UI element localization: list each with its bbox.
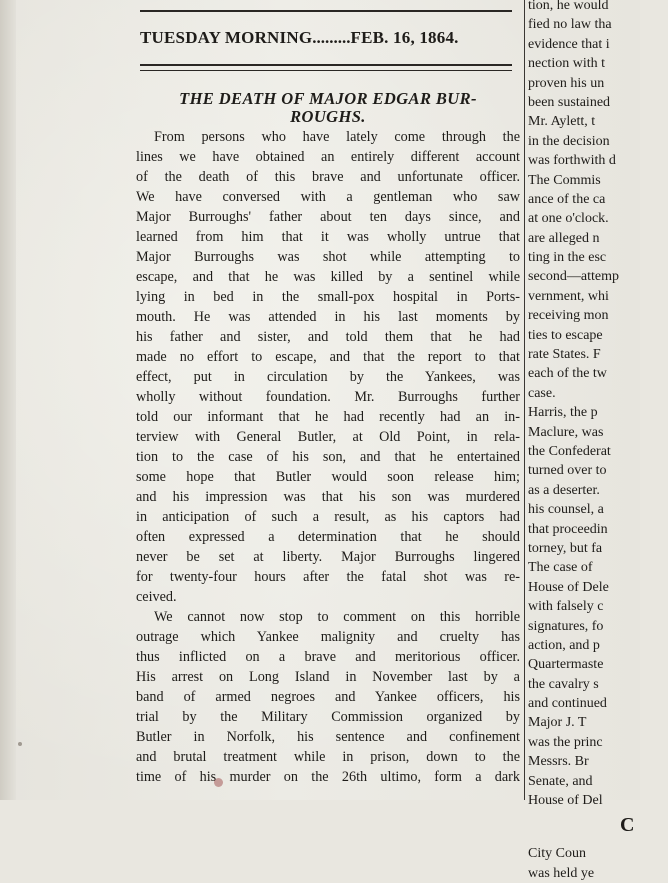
fragment-line: Mr. Aylett, t [528,114,596,130]
fragment-line: House of Del [528,793,603,809]
article-line: effect, put in circulation by the Yankees, was [136,369,520,385]
fragment-line: nection with t [528,56,605,72]
fragment-line: House of Dele [528,579,609,595]
article-line: escape, and that he was killed by a sentinel while [136,269,520,285]
article-line: band of armed negroes and Yankee officers, his [136,689,520,705]
article-line: We cannot now stop to comment on this horrible [154,609,520,625]
article-line: tion to the case of his son, and that he entertained [136,449,520,465]
fragment-line: the Confederat [528,443,611,459]
dateline-date: FEB. 16, 1864. [350,28,459,47]
article-line: learned from him that it was wholly untrue that [136,229,520,245]
dateline-day: TUESDAY MORNING [140,28,313,47]
article-line: mouth. He was attended in his last moments by [136,309,520,325]
top-rule [140,10,512,12]
fragment-line: The case of [528,560,593,576]
article-line: lines we have obtained an entirely different account [136,149,520,165]
article-body [136,127,520,787]
article-line: never be set at liberty. Major Burroughs lingered [136,549,520,565]
article-line: made no effort to escape, and that the report to that [136,349,520,365]
fragment-line: Quartermaste [528,657,604,673]
fragment-line: The Commis [528,172,601,188]
article-line: Butler in Norfolk, his sentence and confinement [136,729,520,745]
fragment-line: Maclure, was [528,424,604,440]
fragment-line: signatures, fo [528,618,604,634]
fragment-line: each of the tw [528,366,607,382]
article-line: of the death of this brave and unfortunate officer. [136,169,520,185]
fragment-line: receiving mon [528,308,609,324]
fragment-line: evidence that i [528,36,610,52]
fragment-line: ties to escape [528,327,603,343]
fragment-line: are alleged n [528,230,600,246]
fragment-line: Senate, and [528,773,593,789]
fragment-line: rate States. F [528,347,601,363]
fragment-line: in the decision [528,133,610,149]
fragment-line: the cavalry s [528,676,599,692]
fragment-line: been sustained [528,94,611,110]
ink-stain [214,778,223,787]
article-line: and his impression was that his son was murdered [136,489,520,505]
fragment-line: was the princ [528,734,603,750]
article-line: some hope that Butler would soon release him; [136,469,520,485]
fragment-line: with falsely c [528,599,604,615]
article-line: outrage which Yankee malignity and cruelty has [136,629,520,645]
fragment-line: was forthwith d [528,153,616,169]
fragment-line: ance of the ca [528,191,606,207]
column-rule [524,0,525,800]
article-line: Major Burroughs' father about ten days since, and [136,209,520,225]
fragment-line: proven his un [528,75,605,91]
fragment-line: vernment, whi [528,288,609,304]
fragment-line: ting in the esc [528,250,607,266]
article-paragraph-2 [136,607,520,787]
headline-line-1: THE DEATH OF MAJOR EDGAR BUR- [179,89,477,108]
article-line: time of his murder on the 26th ultimo, form a dark [136,769,520,785]
dateline-rule-upper [140,64,512,66]
article-line: his father and sister, and told them that he had [136,329,520,345]
headline-line-2: ROUGHS. [290,107,366,126]
article-line: in anticipation of such a result, as his captors had [136,509,520,525]
fragment-line: Messrs. Br [528,754,589,770]
dateline-rule-lower [140,70,512,71]
article-line: ceived. [136,589,177,605]
fragment-line: Major J. T [528,715,587,731]
fragment-line: torney, but fa [528,540,603,556]
fragment-line: his counsel, a [528,502,604,518]
adjacent-column-fragment [528,0,668,881]
article-line: and brutal treatment while in prison, down to the [136,749,520,765]
fragment-line: second—attemp [528,269,619,285]
dateline-dots: ......... [312,28,351,47]
page-binding-edge [0,0,16,800]
dateline [140,28,512,48]
article-line: terview with General Butler, at Old Point, in rela- [136,429,520,445]
paper-speck [18,742,22,746]
article-headline [140,90,516,126]
fragment-line: action, and p [528,637,600,653]
article-line: Major Burroughs was shot while attempting to [136,249,520,265]
fragment-line: tion, he would [528,0,609,13]
article-line: wholly without foundation. Mr. Burroughs further [136,389,520,405]
fragment-line: case. [528,385,556,401]
article-line: trial by the Military Commission organized by [136,709,520,725]
article-line: for twenty-four hours after the fatal shot was re- [136,569,520,585]
article-line: often expressed a determination that he should [136,529,520,545]
article-line: We have conversed with a gentleman who saw [136,189,520,205]
fragment-line: and continued [528,696,607,712]
fragment-heading: C [620,814,635,837]
fragment-line: City Coun [528,846,586,862]
article-paragraph-1 [136,127,520,607]
fragment-line: turned over to [528,463,607,479]
fragment-line: Harris, the p [528,405,598,421]
fragment-line: was held ye [528,865,595,881]
article-line: lying in bed in the small-pox hospital in Ports- [136,289,520,305]
article-line: From persons who have lately come through the [154,129,520,145]
fragment-line: fied no law tha [528,17,612,33]
fragment-line: as a deserter. [528,482,600,498]
article-line: His arrest on Long Island in November last by a [136,669,520,685]
article-line: thus inflicted on a brave and meritorious officer. [136,649,520,665]
fragment-line: at one o'clock. [528,211,609,227]
article-line: told our informant that he had recently had an in- [136,409,520,425]
fragment-line: that proceedin [528,521,608,537]
